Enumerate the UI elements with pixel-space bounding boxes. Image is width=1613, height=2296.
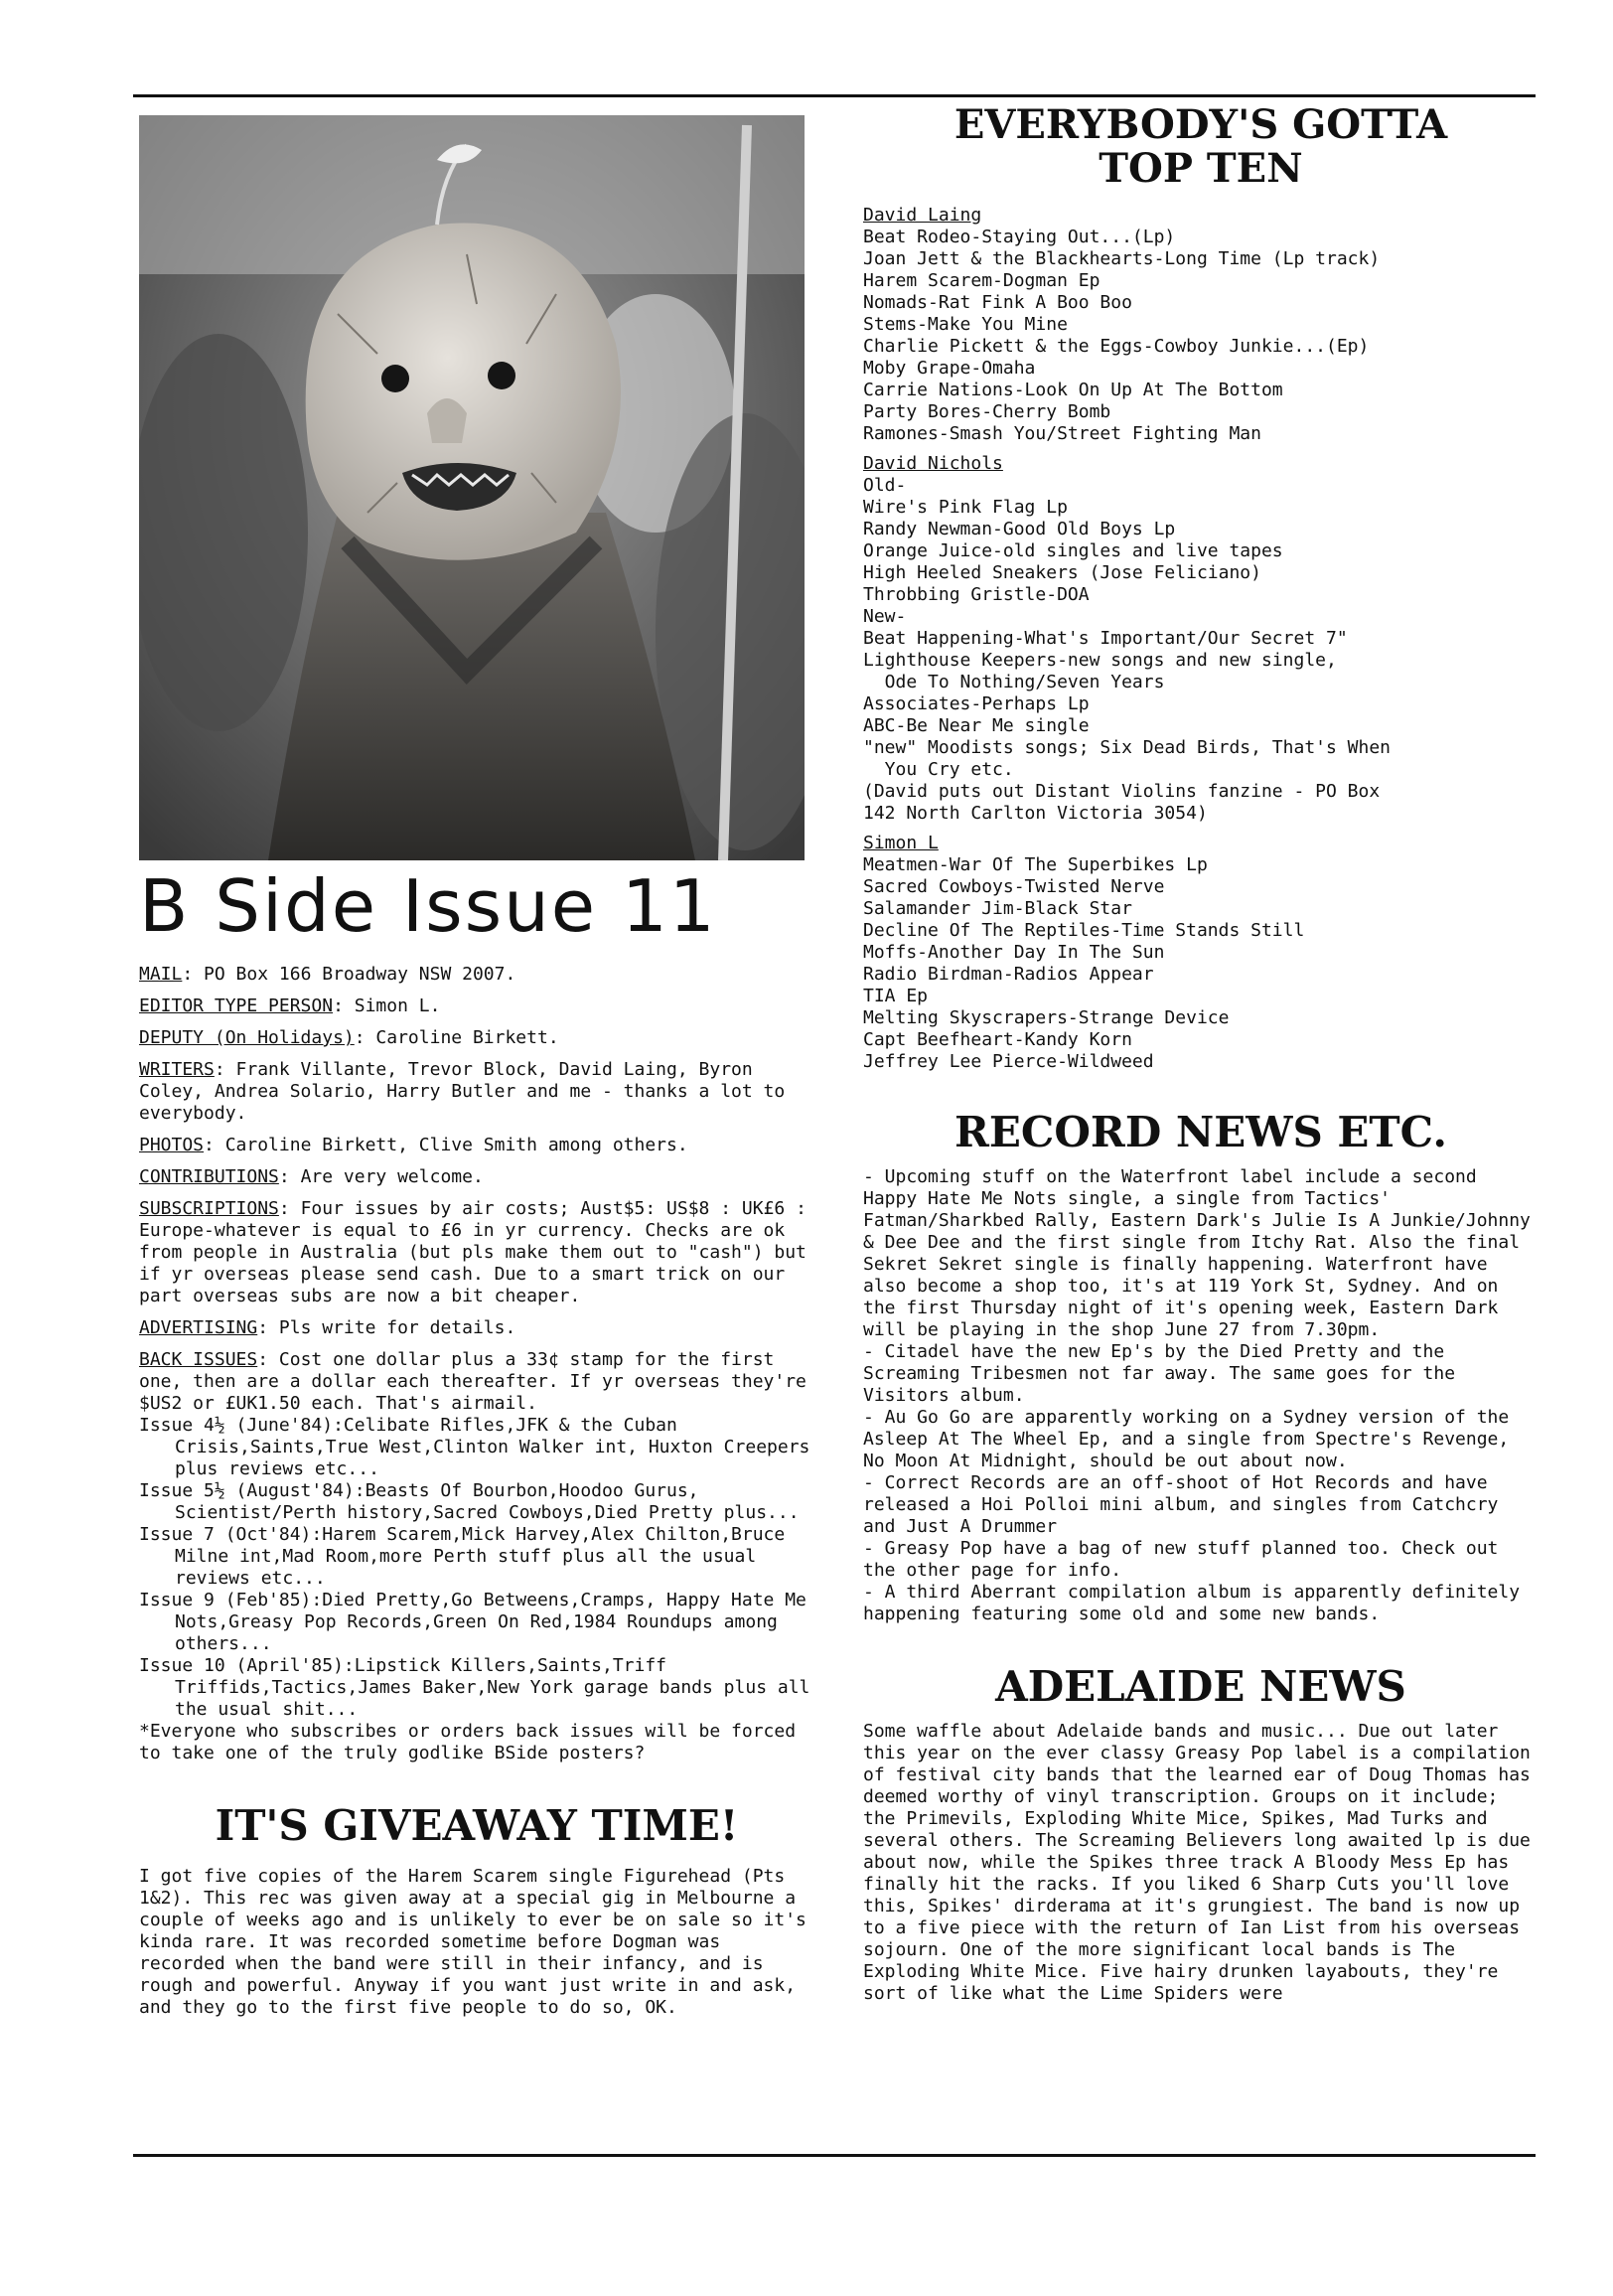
list-item: Salamander Jim-Black Star: [863, 898, 1132, 919]
record-news-item: - Upcoming stuff on the Waterfront label include a second Happy Hate Me Nots single, a single from Tactics' Fatman/Sharkbed Rally, Eastern Dark's Julie Is A Junkie/Johnny & Dee Dee and the first single from Itchy Rat. Also the final Sekret Sekret single is finally happening. Waterfront have also become a shop too, it's at 119 York St, Sydney. And on the first Thursday night of it's opening week, Eastern Dark will be playing in the shop June 27 from 7.30pm.: [863, 1166, 1531, 1340]
credit-text: : Caroline Birkett.: [354, 1027, 559, 1048]
list-item: You Cry etc.: [863, 759, 1014, 780]
back-issue-item: Issue 7 (Oct'84):Harem Scarem,Mick Harvey,Alex Chilton,Bruce Milne int,Mad Room,more Perth stuff plus all the usual reviews etc...: [139, 1524, 786, 1589]
credit-photos: [139, 1135, 814, 1156]
giveaway-text: I got five copies of the Harem Scarem single Figurehead (Pts 1&2). This rec was given away at a special gig in Melbourne a couple of weeks ago and is unlikely to ever be on sale so it's kinda rare. It was recorded sometime before Dogman was recorded when the band were still in their infancy, and is rough and powerful. Anyway if you want just write in and ask, and they go to the first five people to do so, OK.: [139, 1866, 806, 2018]
list-item: Beat Happening-What's Important/Our Secret 7": [863, 628, 1348, 649]
top-ten-list-david-laing: [863, 205, 1539, 445]
list-item: "new" Moodists songs; Six Dead Birds, That's When: [863, 737, 1392, 758]
credit-label: PHOTOS: [139, 1135, 205, 1155]
bottom-rule: [133, 2154, 1536, 2157]
record-news-item: - Greasy Pop have a bag of new stuff planned too. Check out the other page for info.: [863, 1538, 1499, 1581]
issue-title: B Side Issue 11: [139, 864, 717, 948]
list-item: Stems-Make You Mine: [863, 314, 1068, 335]
list-item: Jeffrey Lee Pierce-Wildweed: [863, 1051, 1154, 1072]
list-author: David Laing: [863, 205, 982, 226]
credit-writers: [139, 1059, 814, 1125]
list-item: Associates-Perhaps Lp: [863, 693, 1090, 714]
back-issue-item: Issue 4½ (June'84):Celibate Rifles,JFK & the Cuban Crisis,Saints,True West,Clinton Walker int, Huxton Creepers plus reviews etc...: [139, 1415, 810, 1479]
back-issue-item: Issue 9 (Feb'85):Died Pretty,Go Betweens,Cramps, Happy Hate Me Nots,Greasy Pop Records,Green On Red,1984 Roundups among others...: [139, 1590, 806, 1654]
list-item: Moby Grape-Omaha: [863, 358, 1036, 379]
poster-note: *Everyone who subscribes or orders back issues will be forced to take one of the truly godlike BSide posters?: [139, 1721, 797, 1763]
record-news-item: - A third Aberrant compilation album is apparently definitely happening featuring some old and some new bands.: [863, 1582, 1521, 1624]
list-item: Melting Skyscrapers-Strange Device: [863, 1007, 1230, 1028]
list-item: Capt Beefheart-Kandy Korn: [863, 1029, 1132, 1050]
list-author: Simon L: [863, 833, 939, 853]
credit-text: : Caroline Birkett, Clive Smith among others.: [204, 1135, 688, 1155]
credit-deputy: [139, 1027, 814, 1049]
credit-text: : Simon L.: [333, 995, 441, 1016]
credit-label: BACK ISSUES: [139, 1349, 258, 1370]
list-item: Carrie Nations-Look On Up At The Bottom: [863, 380, 1283, 400]
credit-text: : Are very welcome.: [278, 1166, 484, 1187]
credit-label: EDITOR TYPE PERSON: [139, 995, 334, 1016]
list-item: Sacred Cowboys-Twisted Nerve: [863, 876, 1165, 897]
credit-text: : Cost one dollar plus a 33¢ stamp for the first one, then are a dollar each thereafter. If yr overseas they're $US2 or £UK1.50 each. That's airmail.: [139, 1349, 817, 1414]
list-item: Throbbing Gristle-DOA: [863, 584, 1090, 605]
list-item: Lighthouse Keepers-new songs and new single,: [863, 650, 1337, 671]
list-item: Old-: [863, 475, 907, 496]
list-item: 142 North Carlton Victoria 3054): [863, 803, 1208, 824]
record-news-heading: RECORD NEWS ETC.: [954, 1108, 1447, 1156]
back-issue-item: Issue 5½ (August'84):Beasts Of Bourbon,Hoodoo Gurus, Scientist/Perth history,Sacred Cowboys,Died Pretty plus...: [139, 1480, 800, 1523]
top-rule: [133, 94, 1536, 97]
top-ten-list-simon-l: [863, 833, 1539, 1073]
list-author: David Nichols: [863, 453, 1003, 474]
top-ten-heading: EVERYBODY'S GOTTA TOP TEN: [953, 101, 1448, 192]
list-item: Nomads-Rat Fink A Boo Boo: [863, 292, 1132, 313]
credit-text: : Frank Villante, Trevor Block, David Laing, Byron Coley, Andrea Solario, Harry Butler and me - thanks a lot to everybody.: [139, 1059, 797, 1124]
list-item: Decline Of The Reptiles-Time Stands Still: [863, 920, 1305, 941]
list-item: High Heeled Sneakers (Jose Feliciano): [863, 562, 1261, 583]
credit-text: : Pls write for details.: [257, 1317, 516, 1338]
list-item: Radio Birdman-Radios Appear: [863, 964, 1154, 985]
record-news-item: - Citadel have the new Ep's by the Died Pretty and the Screaming Tribesmen not far away. The same goes for the Visitors album.: [863, 1341, 1456, 1406]
list-item: ABC-Be Near Me single: [863, 715, 1090, 736]
credit-label: SUBSCRIPTIONS: [139, 1198, 279, 1219]
credit-label: DEPUTY (On Holidays): [139, 1027, 355, 1048]
list-item: Beat Rodeo-Staying Out...(Lp): [863, 227, 1176, 247]
list-item: Ramones-Smash You/Street Fighting Man: [863, 423, 1261, 444]
adelaide-news-text: Some waffle about Adelaide bands and music... Due out later this year on the ever classy Greasy Pop label is a compilation of festival city bands that the learned ear of Doug Thomas has deemed worthy of vinyl transcription. Groups on it include; the Primevils, Exploding White Mice, Spikes, Mad Turks and several others. The Screaming Believers long awaited lp is due about now, while the Spikes three track A Bloody Mess Ep has finally hit the racks. If you liked 6 Sharp Cuts you'll love this, Spikes' dirderama at it's grungiest. The band is now up to a five piece with the return of Ian List from his overseas sojourn. One of the more significant local bands is The Exploding White Mice. Five hairy drunken layabouts, they're sort of like what the Lime Spiders were: [863, 1721, 1531, 2004]
adelaide-news-heading: ADELAIDE NEWS: [995, 1662, 1406, 1711]
list-item: TIA Ep: [863, 986, 929, 1006]
list-item: Meatmen-War Of The Superbikes Lp: [863, 854, 1208, 875]
top-ten-list-david-nichols: [863, 453, 1539, 825]
list-item: Harem Scarem-Dogman Ep: [863, 270, 1100, 291]
masked-figure-photo: [139, 115, 805, 860]
credit-text: : Four issues by air costs; Aust$5: US$8 : UK£6 : Europe-whatever is equal to £6 in yr currency. Checks are ok from people in Australia (but pls make them out to "cash") but if yr overseas please send cash. Due to a smart trick on our part overseas subs are now a bit cheaper.: [139, 1198, 817, 1306]
list-item: Party Bores-Cherry Bomb: [863, 401, 1111, 422]
list-item: (David puts out Distant Violins fanzine - PO Box: [863, 781, 1381, 802]
list-item: Wire's Pink Flag Lp: [863, 497, 1068, 518]
list-item: Charlie Pickett & the Eggs-Cowboy Junkie...(Ep): [863, 336, 1370, 357]
list-item: Joan Jett & the Blackhearts-Long Time (Lp track): [863, 248, 1381, 269]
credit-back-issues: [139, 1349, 817, 1415]
record-news-item: - Correct Records are an off-shoot of Hot Records and have released a Hoi Polloi mini album, and singles from Catchcry and Just A Drummer: [863, 1472, 1499, 1537]
credit-text: : PO Box 166 Broadway NSW 2007.: [182, 964, 516, 985]
list-item: Ode To Nothing/Seven Years: [863, 672, 1165, 692]
credit-contributions: [139, 1166, 814, 1188]
right-column: [863, 103, 1539, 2005]
credit-label: MAIL: [139, 964, 183, 985]
credit-label: CONTRIBUTIONS: [139, 1166, 279, 1187]
list-item: Orange Juice-old singles and live tapes: [863, 540, 1283, 561]
credit-subscriptions: [139, 1198, 817, 1307]
record-news-item: - Au Go Go are apparently working on a Sydney version of the Asleep At The Wheel Ep, and a single from Spectre's Revenge, No Moon At Midnight, should be out about now.: [863, 1407, 1510, 1471]
list-item: New-: [863, 606, 907, 627]
giveaway-heading: IT'S GIVEAWAY TIME!: [215, 1801, 739, 1850]
credit-advertising: [139, 1317, 814, 1339]
left-column: [139, 115, 817, 2019]
credit-label: ADVERTISING: [139, 1317, 258, 1338]
list-item: Randy Newman-Good Old Boys Lp: [863, 519, 1176, 539]
list-item: Moffs-Another Day In The Sun: [863, 942, 1165, 963]
credit-editor: [139, 995, 814, 1017]
credit-mail: [139, 964, 814, 986]
back-issue-item: Issue 10 (April'85):Lipstick Killers,Saints,Triff Triffids,Tactics,James Baker,New York garage bands plus all the usual shit...: [139, 1655, 810, 1720]
credit-label: WRITERS: [139, 1059, 215, 1080]
